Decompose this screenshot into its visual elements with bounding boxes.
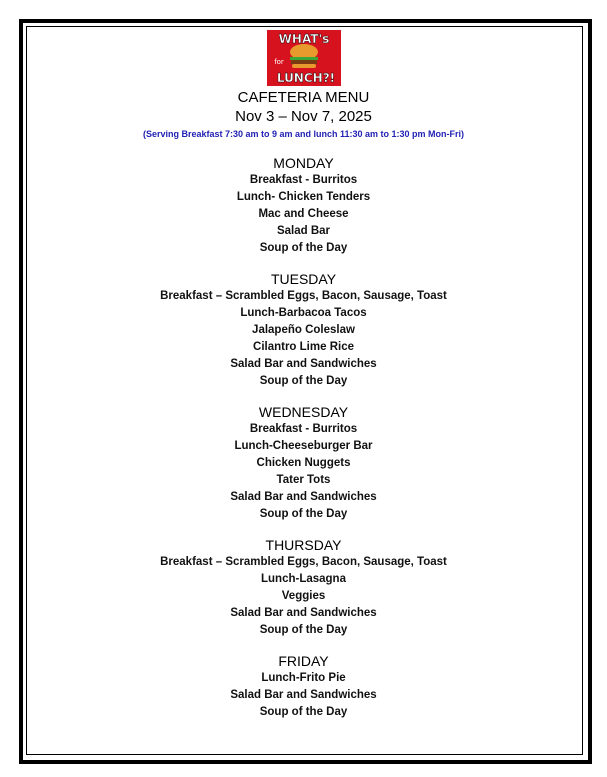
- day-heading: WEDNESDAY: [258, 404, 349, 420]
- menu-item: Breakfast – Scrambled Eggs, Bacon, Sausage, Toast: [160, 290, 447, 302]
- menu-item: Soup of the Day: [259, 706, 348, 718]
- menu-item: Salad Bar and Sandwiches: [230, 689, 377, 701]
- burger-patty: [291, 60, 317, 64]
- menu-item: Salad Bar: [276, 225, 331, 237]
- day-friday: [27, 653, 580, 721]
- menu-item: Lunch-Frito Pie: [261, 672, 346, 684]
- menu-item: Cilantro Lime Rice: [253, 341, 354, 353]
- day-heading: THURSDAY: [265, 537, 342, 553]
- menu-item: Lunch-Cheeseburger Bar: [234, 440, 373, 452]
- menu-item: Mac and Cheese: [258, 208, 349, 220]
- menu-item: Tater Tots: [276, 474, 331, 486]
- whats-for-lunch-logo: [267, 30, 341, 86]
- day-heading: FRIDAY: [278, 653, 329, 669]
- menu-item: Soup of the Day: [259, 375, 348, 387]
- menu-item: Salad Bar and Sandwiches: [230, 358, 377, 370]
- menu-item: Soup of the Day: [259, 624, 348, 636]
- day-tuesday: [27, 271, 580, 390]
- menu-item: Jalapeño Coleslaw: [252, 324, 355, 336]
- menu-item: Breakfast – Scrambled Eggs, Bacon, Sausage, Toast: [160, 556, 447, 568]
- menu-item: Lunch-Barbacoa Tacos: [240, 307, 367, 319]
- menu-item: Salad Bar and Sandwiches: [230, 491, 377, 503]
- menu-content: [27, 30, 580, 721]
- logo-text-line1: WHAT's: [278, 32, 329, 46]
- menu-item: Soup of the Day: [259, 508, 348, 520]
- day-wednesday: [27, 404, 580, 523]
- burger-lettuce: [290, 57, 318, 60]
- menu-item: Veggies: [281, 590, 326, 602]
- menu-title: CAFETERIA MENU: [237, 89, 370, 106]
- menu-item: Soup of the Day: [259, 242, 348, 254]
- serving-hours: (Serving Breakfast 7:30 am to 9 am and lunch 11:30 am to 1:30 pm Mon-Fri): [142, 129, 465, 139]
- menu-item: Lunch-Lasagna: [261, 573, 346, 585]
- logo-text-for: for: [273, 58, 284, 66]
- menu-dates: Nov 3 – Nov 7, 2025: [235, 108, 372, 125]
- menu-item: Lunch- Chicken Tenders: [236, 191, 371, 203]
- menu-item: Chicken Nuggets: [256, 457, 351, 469]
- menu-item: Breakfast - Burritos: [249, 174, 358, 186]
- day-thursday: [27, 537, 580, 639]
- day-monday: [27, 155, 580, 257]
- menu-item: Breakfast - Burritos: [249, 423, 358, 435]
- day-heading: MONDAY: [273, 155, 334, 171]
- menu-item: Salad Bar and Sandwiches: [230, 607, 377, 619]
- logo-text-line2: LUNCH?!: [276, 71, 335, 85]
- day-heading: TUESDAY: [270, 271, 337, 287]
- burger-bun-bottom: [292, 64, 316, 68]
